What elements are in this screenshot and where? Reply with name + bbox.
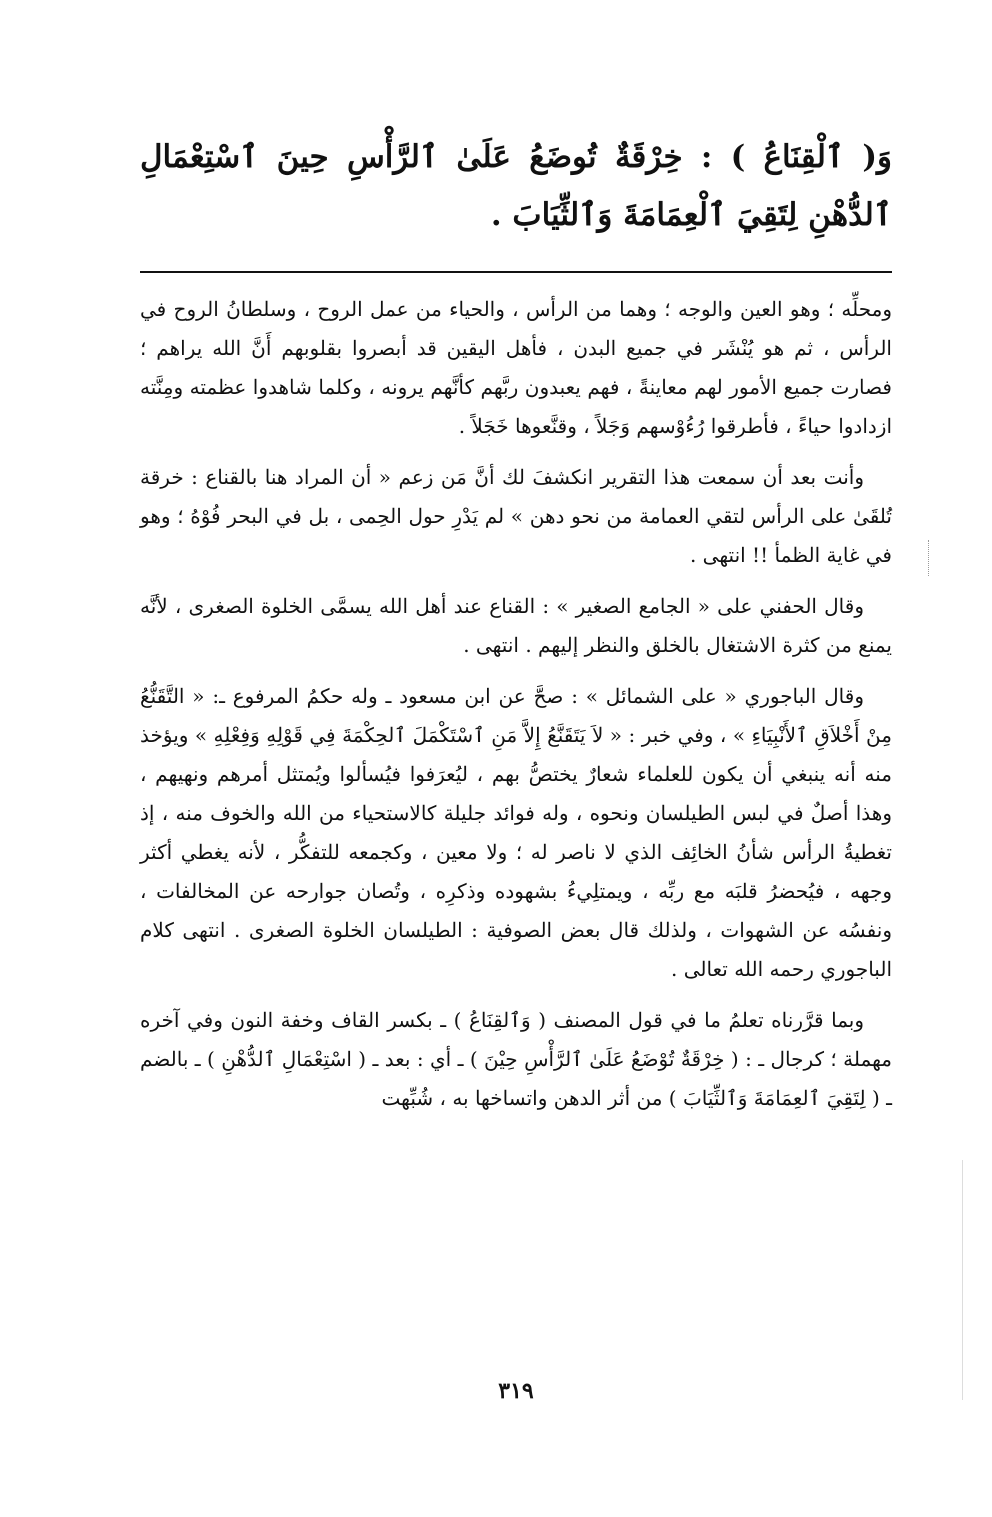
- commentary-paragraph: وقال الباجوري « على الشمائل » : صحَّ عن ابن مسعود ـ وله حكمُ المرفوع ـ: « التَّقَنُّعُ مِنْ أَخْلاَقِ ٱلأَنْبِيَاءِ » ، وفي خبر : « لاَ يَتَقَنَّعُ إِلاَّ مَنِ ٱسْتَكْمَلَ ٱلحِكْمَةَ فِي قَوْلِهِ وَفِعْلِهِ » ويؤخذ منه أنه ينبغي أن يكون للعلماء شعارٌ يختصُّ بهم ، ليُعرَفوا فيُسألوا ويُمتثل أمرهم ونهيهم ، وهذا أصلٌ في لبس الطيلسان ونحوه ، وله فوائد جليلة كالاستحياء من الله والخوف منه ، إذ تغطيةُ الرأس شأنُ الخائِف الذي لا ناصر له ؛ ولا معين ، وكجمعه للتفكُّر ، لأنه يغطي أكثر وجهه ، فيُحضرُ قلبَه مع ربِّه ، ويمتلِيءُ بشهوده وذكرِه ، وتُصان جوارحه عن المخالفات ، ونفسُه عن الشهوات ، ولذلك قال بعض الصوفية : الطيلسان الخلوة الصغرى . انتهى كلام الباجوري رحمه الله تعالى .: [140, 684, 892, 981]
- margin-mark: [928, 540, 943, 576]
- commentary-paragraph: وبما قرَّرناه تعلمُ ما في قول المصنف ( وَٱلقِنَاعُ ) ـ بكسر القاف وخفة النون وفي آخره مهملة ؛ كرجال ـ : ( خِرْقَةٌ تُوْضَعُ عَلَىٰ ٱلرَّأْسِ حِيْنَ ) ـ أي : بعد ـ ( اسْتِعْمَالِ ٱلدُّهْنِ ) ـ بالضم ـ ( لِتَقِيَ ٱلعِمَامَةَ وَٱلثِّيَابَ ) من أثر الدهن واتساخها به ، شُبِّهت: [140, 1008, 892, 1110]
- commentary-section: [140, 290, 892, 1130]
- page-number: ٣١٩: [498, 1378, 534, 1404]
- matn-text: وَ( ٱلْقِنَاعُ ) : خِرْقَةٌ تُوضَعُ عَلَىٰ ٱلرَّأْسِ حِينَ ٱسْتِعْمَالِ ٱلدُّهْنِ لِتَقِيَ ٱلْعِمَامَةَ وَٱلثِّيَابَ .: [140, 139, 892, 233]
- margin-mark: [962, 1160, 967, 1400]
- commentary-paragraph: وقال الحفني على « الجامع الصغير » : القناع عند أهل الله يسمَّى الخلوة الصغرى ، لأنَّه يمنع من كثرة الاشتغال بالخلق والنظر إليهم . انتهى .: [140, 594, 892, 657]
- book-page: [140, 128, 892, 1488]
- divider-line: [140, 271, 892, 273]
- commentary-paragraph: وأنت بعد أن سمعت هذا التقرير انكشفَ لك أنَّ مَن زعم « أن المراد هنا بالقناع : خرقة تُلقَىٰ على الرأس لتقي العمامة من نحو دهن » لم يَدْرِ حول الحِمى ، بل في البحر فُوْهُ ؛ وهو في غاية الظمأ !! انتهى .: [140, 465, 892, 567]
- commentary-paragraph: ومحلِّه ؛ وهو العين والوجه ؛ وهما من الرأس ، والحياء من عمل الروح ، وسلطانُ الروح في الرأس ، ثم هو يُنْشَر في جميع البدن ، فأهل اليقين قد أبصروا بقلوبهم أَنَّ الله يراهم ؛ فصارت جميع الأمور لهم معاينةً ، فهم يعبدون ربَّهم كأنَّهم يرونه ، وكلما شاهدوا عظمته ومِنَّته ازدادوا حياءً ، فأطرقوا رُءُوْسهم وَجَلاً ، وقنَّعوها خَجَلاً .: [140, 297, 892, 438]
